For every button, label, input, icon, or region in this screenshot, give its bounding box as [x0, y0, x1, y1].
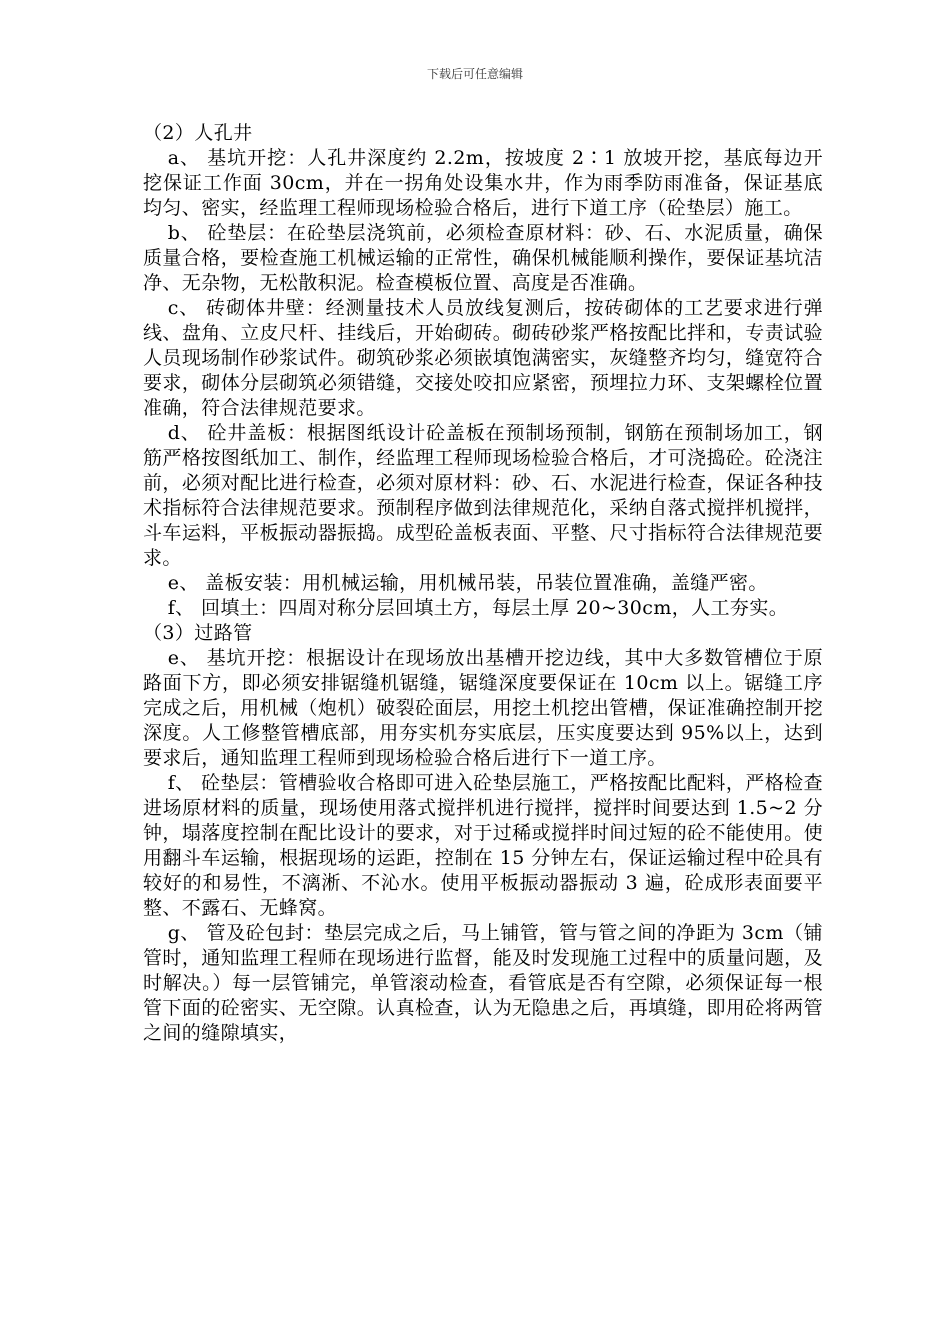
paragraph-cover-plate: d、 砼井盖板：根据图纸设计砼盖板在预制场预制，钢筋在预制场加工，钢筋严格按图纸加工、制作，经监理工程师现场检验合格后，才可浇捣砼。砼浇注前，必须对配比进行检查，必须对原材料：砂、石、水泥进行检查，保证各种技术指标符合法律规范要求。预制程序做到法律规范化，采纳自落式搅拌机搅拌，斗车运料，平板振动器振捣。成型砼盖板表面、平整、尺寸指标符合法律规范要求。 — [143, 422, 823, 569]
paragraph-backfill: f、 回填土：四周对称分层回填土方，每层土厚 20~30cm，人工夯实。 — [167, 597, 789, 619]
paragraph-concrete-cushion: b、 砼垫层：在砼垫层浇筑前，必须检查原材料：砂、石、水泥质量，确保质量合格，要检查施工机械运输的正常性，确保机械能顺利操作，要保证基坑洁净、无杂物，无松散积泥。检查模板位置、高度是否准确。 — [143, 222, 823, 294]
paragraph-trench-cushion: f、 砼垫层：管槽验收合格即可进入砼垫层施工，严格按配比配料，严格检查进场原材料的质量，现场使用落式搅拌机进行搅拌，搅拌时间要达到 1.5~2 分钟，塌落度控制在配比设计的要求，对于过稀或搅拌时间过短的砼不能使用。使用翻斗车运输，根据现场的运距，控制在 15 分钟左右，保证运输过程中砼具有较好的和易性，不漓淅、不沁水。使用平板振动器振动 3 遍，砼成形表面要平整、不露石、无蜂窝。 — [143, 772, 823, 919]
section-heading-manhole: （2）人孔井 — [143, 122, 253, 144]
paragraph-pipe-encasement: g、 管及砼包封：垫层完成之后，马上铺管，管与管之间的净距为 3cm（铺管时，通知监理工程师在现场进行监督，能及时发现施工过程中的质量问题，及时解决。）每一层管铺完，单管滚动检查，看管底是否有空隙，必须保证每一根管下面的砼密实、无空隙。认真检查，认为无隐患之后，再填缝，即用砼将两管之间的缝隙填实， — [143, 922, 823, 1044]
paragraph-excavation: a、 基坑开挖：人孔井深度约 2.2m，按坡度 2∶1 放坡开挖，基底每边开挖保证工作面 30cm，并在一拐角处设集水井，作为雨季防雨准备，保证基底均匀、密实，经监理工程师现场检验合格后，进行下道工序（砼垫层）施工。 — [143, 147, 823, 219]
paragraph-brick-wall: c、 砖砌体井壁：经测量技术人员放线复测后，按砖砌体的工艺要求进行弹线、盘角、立皮尺杆、挂线后，开始砌砖。砌砖砂浆严格按配比拌和，专责试验人员现场制作砂浆试件。砌筑砂浆必须嵌填饱满密实，灰缝整齐均匀，缝宽符合要求，砌体分层砌筑必须错缝，交接处咬扣应紧密，预埋拉力环、支架螺栓位置准确，符合法律规范要求。 — [143, 297, 823, 419]
page-header: 下载后可任意编辑 — [426, 67, 523, 81]
paragraph-cover-installation: e、 盖板安装：用机械运输，用机械吊装，吊装位置准确，盖缝严密。 — [167, 572, 768, 594]
paragraph-trench-excavation: e、 基坑开挖：根据设计在现场放出基槽开挖边线，其中大多数管槽位于原路面下方，即必须安排锯缝机锯缝，锯缝深度要保证在 10cm 以上。锯缝工序完成之后，用机械（炮机）破裂砼面层，用挖土机挖出管槽，保证准确控制开挖深度。人工修整管槽底部，用夯实机夯实底层，压实度要达到 95%以上，达到要求后，通知监理工程师到现场检验合格后进行下一道工序。 — [143, 647, 823, 769]
section-heading-road-crossing-pipe: （3）过路管 — [143, 622, 253, 644]
document-body — [143, 121, 823, 1046]
